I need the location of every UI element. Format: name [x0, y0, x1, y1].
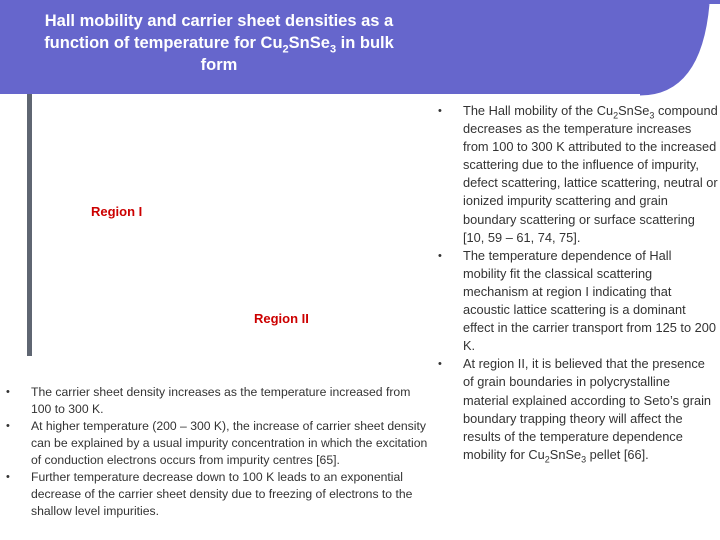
list-item-text: The carrier sheet density increases as the temperature increased from 100 to 300 K.	[31, 385, 411, 416]
title-line-3: form	[200, 56, 238, 74]
banner-corner-decoration	[640, 4, 720, 114]
bullet-icon: •	[438, 358, 442, 371]
list-item	[438, 247, 718, 356]
list-item	[6, 469, 433, 520]
list-item-text: Se	[633, 103, 650, 118]
list-item-text: Sn	[549, 446, 566, 462]
list-item	[438, 102, 718, 247]
list-item-text: Sn	[618, 103, 634, 118]
region-ii-label: Region II	[254, 311, 309, 326]
title-text: Sn	[288, 34, 310, 52]
subscript: 3	[649, 110, 655, 121]
title-text: in bulk	[336, 34, 394, 52]
region-i-label: Region I	[91, 204, 143, 219]
right-bullet-list	[438, 102, 718, 465]
list-item	[6, 418, 433, 469]
title-text: function of temperature for Cu	[44, 34, 283, 52]
title-line-2	[14, 32, 424, 54]
list-item-text: pellet [66].	[586, 446, 649, 462]
title-text: Se	[309, 34, 330, 52]
title-subscript: 2	[282, 43, 289, 56]
bullet-icon: •	[6, 471, 10, 483]
subscript: 2	[544, 454, 550, 465]
list-item-text: At region II, it is believed that the presence of grain boundaries in polycrystalline material explained according to Seto’s grain boundary trapping theory will affect the results of the temperature dependence mobility for Cu	[463, 356, 712, 462]
slide-title	[14, 10, 424, 76]
list-item-text: Further temperature decrease down to 100 K leads to an exponential decrease of the carrier sheet density due to freezing of electrons to the shallow level impurities.	[31, 470, 413, 518]
list-item-text: At higher temperature (200 – 300 K), the increase of carrier sheet density can be explained by a usual impurity concentration in which the excitation of conduction electrons occurs from impurity centres [65].	[31, 419, 428, 467]
list-item-text: The Hall mobility of the Cu	[463, 103, 614, 118]
list-item	[438, 355, 718, 465]
title-line-1: Hall mobility and carrier sheet densities as a	[44, 12, 394, 30]
list-item-text: Se	[565, 446, 582, 462]
bullet-icon: •	[438, 105, 442, 117]
bullet-icon: •	[6, 386, 10, 398]
title-subscript: 3	[329, 43, 337, 56]
list-item	[6, 384, 433, 418]
bullet-icon: •	[438, 249, 442, 262]
left-accent-bar	[27, 94, 32, 356]
subscript: 3	[581, 454, 587, 465]
subscript: 2	[613, 110, 619, 121]
list-item-text: The temperature dependence of Hall mobility fit the classical scattering mechanism at region I indicating that acoustic lattice scattering is a dominant effect in the carrier transport from 125 to 200 K.	[463, 247, 716, 354]
left-bullet-list	[6, 384, 433, 520]
list-item-text: compound decreases as the temperature increases from 100 to 300 K attributed to the increased scattering due to the influence of impurity, defect scattering, lattice scattering, neutral or ionized impurity scattering and grain boundary scattering or surface scattering [10, 59 – 61, 74, 75].	[463, 103, 718, 245]
bullet-icon: •	[6, 420, 10, 432]
